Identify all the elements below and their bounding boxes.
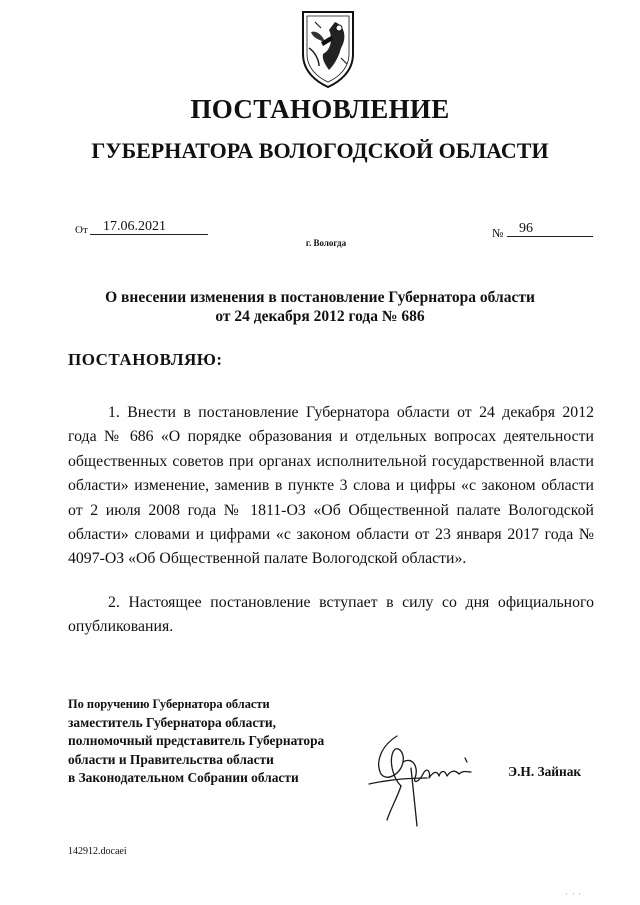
file-name: 142912.docaei <box>68 846 127 857</box>
signatory-position <box>68 695 324 788</box>
body-paragraph-2: 2. Настоящее постановление вступает в силу со дня официального опубликования. <box>68 594 594 636</box>
signatory-line-3: полномочный представитель Губернатора <box>68 733 325 748</box>
subject-line-2: от 24 декабря 2012 года № 686 <box>215 308 425 325</box>
body-paragraph-1: 1. Внести в постановление Губернатора области от 24 декабря 2012 года № 686 «О порядке образования и отдельных вопросах деятельности общественных советов при органах исполнительной государственной власти области» изменение, заменив в пункте 3 слова и цифры «с законом области от 2 июля 2008 года № 1811-ОЗ «Об Общественной палате Вологодской области» словами и цифрами «с законом области от 23 января 2017 года № 4097-ОЗ «Об Общественной палате Вологодской области». <box>68 404 594 568</box>
city-name: г. Вологда <box>305 238 347 248</box>
date-label: От <box>75 224 88 236</box>
decree-word: ПОСТАНОВЛЯЮ: <box>68 350 223 369</box>
document-subject <box>0 288 640 326</box>
subject-line-1: О внесении изменения в постановление Губернатора области <box>105 289 535 306</box>
handwritten-signature <box>367 728 485 828</box>
signatory-line-1: По поручению Губернатора области <box>68 697 270 711</box>
coat-of-arms-emblem <box>295 8 361 90</box>
page-marks: ' ' ' <box>566 893 583 899</box>
signatory-line-5: в Законодательном Собрании области <box>68 770 299 785</box>
number-label: № <box>492 226 504 240</box>
document-number: 96 <box>519 221 533 236</box>
signatory-line-4: области и Правительства области <box>68 751 274 767</box>
document-subtitle: ГУБЕРНАТОРА ВОЛОГОДСКОЙ ОБЛАСТИ <box>91 138 549 163</box>
document-title: ПОСТАНОВЛЕНИЕ <box>190 94 450 124</box>
signatory-line-2: заместитель Губернатора области, <box>68 714 276 730</box>
date-underline <box>90 234 208 235</box>
document-date: 17.06.2021 <box>103 219 166 234</box>
signer-name: Э.Н. Зайнак <box>508 764 582 779</box>
number-underline <box>507 236 593 237</box>
